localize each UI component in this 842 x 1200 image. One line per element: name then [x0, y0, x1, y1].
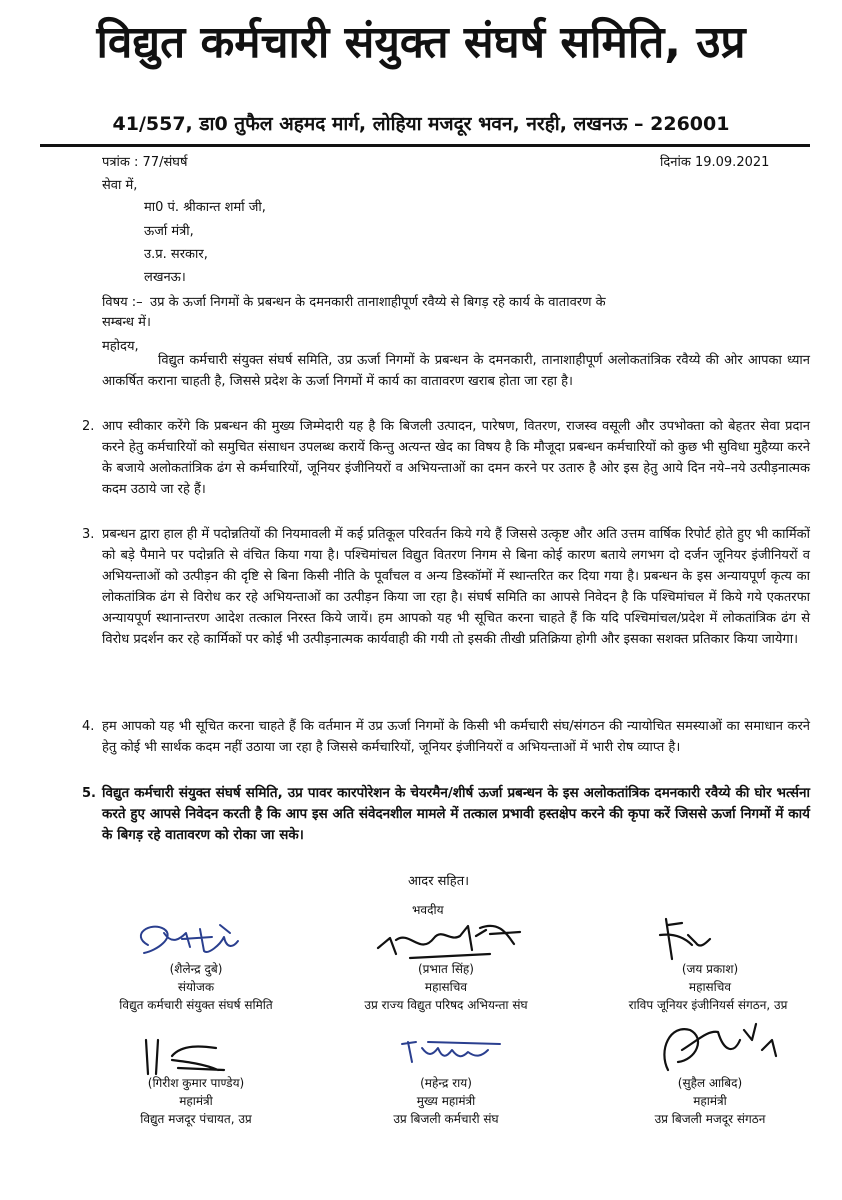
greeting: महोदय, [102, 339, 139, 354]
reference-number: पत्रांक : 77/संघर्ष [102, 155, 188, 170]
signatory-6-role: महामंत्री [693, 1094, 727, 1108]
recipient-designation: ऊर्जा मंत्री, [144, 224, 194, 239]
signatory-2-role: महासचिव [424, 980, 468, 994]
subject-line-1: उप्र के ऊर्जा निगमों के प्रबन्धन के दमनकारी तानाशाहीपूर्ण रवैय्ये से बिगड़ रहे कार्य के वातावरण के [150, 295, 606, 310]
signatory-3-role: महासचिव [688, 980, 732, 994]
signatory-2-org: उप्र राज्य विद्युत परिषद अभियन्ता संघ [364, 998, 528, 1012]
recipient-name: मा0 पं. श्रीकान्त शर्मा जी, [144, 200, 266, 215]
paragraph-4: हम आपको यह भी सूचित करना चाहते हैं कि वर्तमान में उप्र ऊर्जा निगमों के किसी भी कर्मचारी संघ/संगठन की न्यायोचित समस्याओं का समाधान करने हेतु कोई भी सार्थक कदम नहीं उठाया जा रहा है जिससे कर्मचारियों, जूनियर इंजीनियरों व अभियन्ताओं में भारी रोष व्याप्त है। [102, 719, 810, 755]
signatory-1-org: विद्युत कर्मचारी संयुक्त संघर्ष समिति [119, 998, 273, 1012]
signatory-5-role: मुख्य महामंत्री [416, 1094, 476, 1108]
signatory-4-org: विद्युत मजदूर पंचायत, उप्र [140, 1112, 252, 1126]
subject-line-2: सम्बन्ध में। [102, 315, 151, 330]
signatory-4-role: महामंत्री [179, 1094, 213, 1108]
paragraph-1: विद्युत कर्मचारी संयुक्त संघर्ष समिति, उप्र ऊर्जा निगमों के प्रबन्धन के दमनकारी, तानाशाहीपूर्ण अलोकतांत्रिक रवैय्ये की ओर आपका ध्यान आकर्षित कराना चाहती है, जिससे प्रदेश के ऊर्जा निगमों में कार्य का वातावरण खराब होता जा रहा है। [102, 353, 810, 389]
paragraph-3: प्रबन्धन द्वारा हाल ही में पदोन्नतियों की नियमावली में कई प्रतिकूल परिवर्तन किये गये हैं जिससे उत्कृष्ट और अति उत्तम वार्षिक रिपोर्ट होते हुए भी कार्मिकों को बड़े पैमाने पर पदोन्नति से वंचित किया गया है। पश्चिमांचल विद्युत वितरण निगम से बिना कोई कारण बताये लगभग दो दर्जन जूनियर इंजीनियरों व अभियन्ताओं को उत्पीड़न की दृष्टि से बिना किसी नीति के पूर्वांचल व अन्य डिस्कॉमों में स्थान्तरित कर दिया गया है। प्रबन्धन के इस अन्यायपूर्ण कृत्य का लोकतांत्रिक ढंग से विरोध कर रहे अभियन्ताओं का उत्पीड़न किया जा रहा है। संघर्ष समिति का आपसे निवेदन है कि पश्चिमांचल में किये गये एकतरफा अन्यायपूर्ण स्थानान्तरण आदेश तत्काल निरस्त किये जायें। हम आपको यह भी सूचित करना चाहते हैं कि यदि पश्चिमांचल/प्रदेश में लोकतांत्रिक ढंग से विरोध प्रदर्शन कर रहे कार्मिकों पर कोई भी उत्पीड़नात्मक कार्यवाही की गयी तो इसकी तीखी प्रतिक्रिया होगी और इसका सशक्त प्रतिकार किया जायेगा। [102, 527, 810, 647]
signatory-1-role: संयोजक [177, 980, 215, 994]
paragraph-2: आप स्वीकार करेंगे कि प्रबन्धन की मुख्य जिम्मेदारी यह है कि बिजली उत्पादन, पारेषण, वितरण, राजस्व वसूली और उपभोक्ता को बेहतर सेवा प्रदान करने हेतु कर्मचारियों को समुचित संसाधन उपलब्ध करायें किन्तु अत्यन्त खेद का विषय है कि मौजूदा प्रबन्धन कर्मचारियों को कुछ भी सुविधा मुहैय्या करने के बजाये अलोकतांत्रिक ढंग से कर्मचारियों, जूनियर इंजीनियरों व अभियन्ताओं का दमन करने पर उतारु है ओर इस हेतु आये दिन नये–नये उत्पीड़नात्मक कदम उठाये जा रहे हैं। [102, 419, 810, 497]
recipient-government: उ.प्र. सरकार, [144, 247, 208, 262]
signatory-5-org: उप्र बिजली कर्मचारी संघ [393, 1112, 499, 1126]
header-divider [40, 144, 810, 147]
signature-girish-kumar-pandey [128, 1030, 268, 1080]
paragraph-5: विद्युत कर्मचारी संयुक्त संघर्ष समिति, उप्र पावर कारपोरेशन के चेयरमैन/शीर्ष ऊर्जा प्रबन्धन के इस अलोकतांत्रिक दमनकारी रवैय्ये की घोर भर्त्सना करते हुए आपसे निवेदन करती है कि आप इस अति संवेदनशील मामले में तत्काल प्रभावी हस्तक्षेप करने की कृपा करें जिससे ऊर्जा निगमों में कार्य के बिगड़ रहे वातावरण को रोका जा सके। [102, 785, 810, 843]
closing-text: आदर सहित। [408, 874, 470, 889]
signatory-5-name: (महेन्द्र राय) [420, 1076, 472, 1090]
paragraph-4-number: 4. [82, 719, 95, 734]
letter-date: दिनांक 19.09.2021 [660, 155, 770, 170]
recipient-city: लखनऊ। [144, 270, 186, 285]
signatory-6-name: (सुहैल आबिद) [677, 1076, 743, 1090]
paragraph-5-number: 5. [82, 786, 96, 801]
signatory-1-name: (शैलेन्द्र दुबे) [169, 962, 223, 976]
signature-mahendra-rai [388, 1032, 518, 1072]
organization-address: 41/557, डा0 तुफैल अहमद मार्ग, लोहिया मजदूर भवन, नरही, लखनऊ – 226001 [112, 113, 730, 135]
recipient-salutation: सेवा में, [102, 178, 138, 193]
paragraph-3-number: 3. [82, 527, 95, 542]
signature-jai-prakash [636, 905, 766, 967]
signatory-3-org: राविप जूनियर इंजीनियर्स संगठन, उप्र [628, 998, 788, 1012]
yours-faithfully: भवदीय [412, 903, 444, 917]
signatory-4-name: (गिरीश कुमार पाण्डेय) [147, 1076, 245, 1090]
organization-title: विद्युत कर्मचारी संयुक्त संघर्ष समिति, उप्र [96, 17, 746, 68]
signatory-3-name: (जय प्रकाश) [681, 962, 739, 976]
signatory-2-name: (प्रभात सिंह) [418, 962, 474, 976]
paragraph-2-number: 2. [82, 419, 95, 434]
signatory-6-org: उप्र बिजली मजदूर संगठन [654, 1112, 766, 1126]
subject-label: विषय :– [102, 295, 143, 310]
